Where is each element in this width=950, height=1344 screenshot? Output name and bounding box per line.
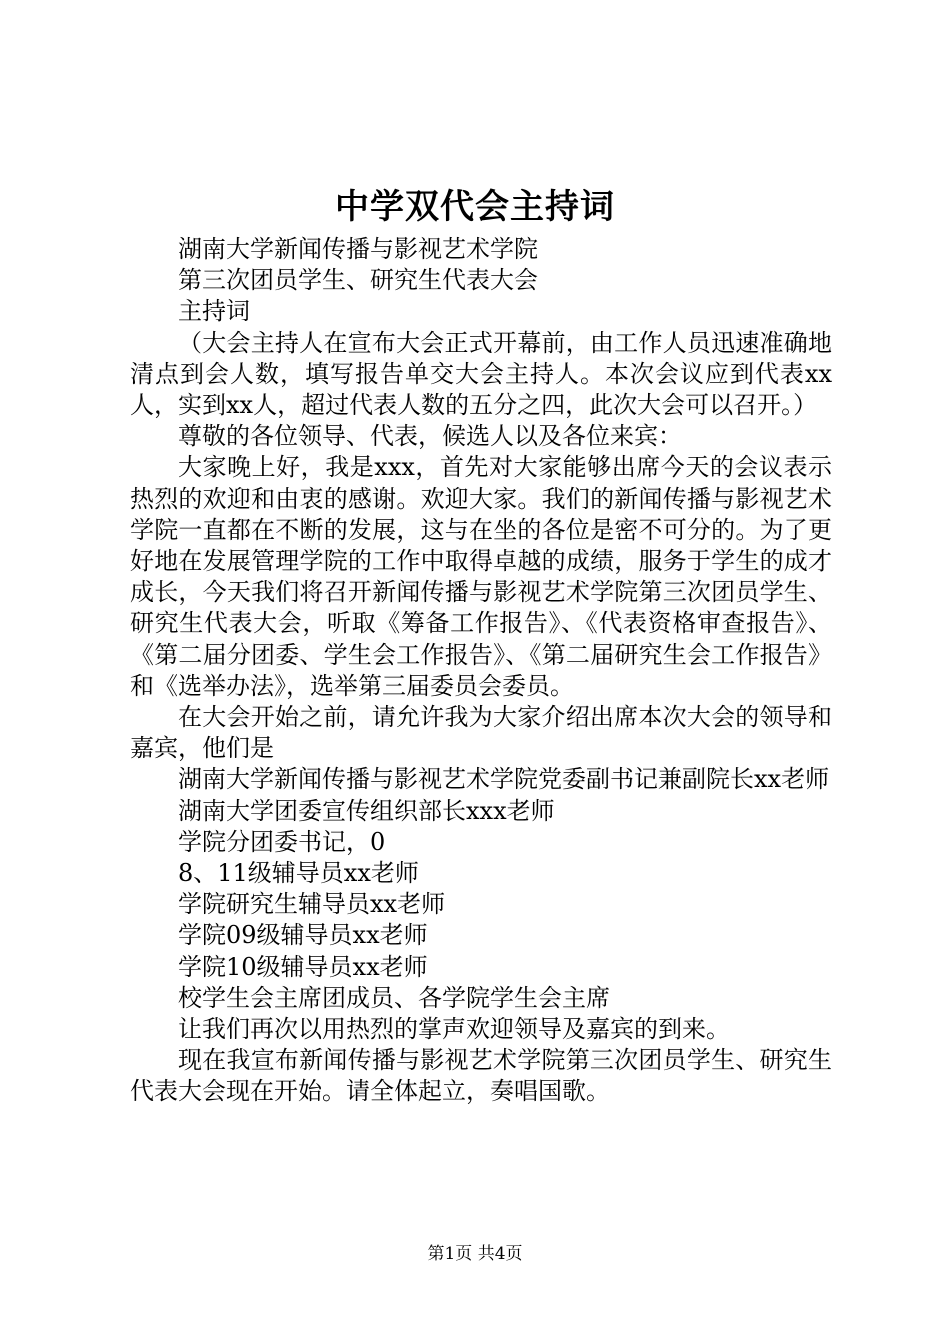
paragraph-salutation: 尊敬的各位领导、代表，候选人以及各位来宾：: [178, 422, 682, 451]
guest-list-item: 校学生会主席团成员、各学院学生会主席: [178, 983, 610, 1012]
guest-list-item: 学院分团委书记，0: [178, 827, 386, 856]
paragraph-introduce-guests: 在大会开始之前，请允许我为大家介绍出席本次大会的领导和嘉宾，他们是: [130, 703, 832, 763]
guest-list-item: 学院09级辅导员xx老师: [178, 921, 428, 950]
paragraph-school-name: 湖南大学新闻传播与影视艺术学院: [178, 235, 538, 263]
paragraph-applause: 让我们再次以用热烈的掌声欢迎领导及嘉宾的到来。: [178, 1015, 730, 1044]
document-body: [130, 234, 832, 1108]
paragraph-welcome: 大家晚上好，我是xxx，首先对大家能够出席今天的会议表示热烈的欢迎和由衷的感谢。欢迎大家。我们的新闻传播与影视艺术学院一直都在不断的发展，这与在坐的各位是密不可分的。为了更好地在发展管理学院的工作中取得卓越的成绩，服务于学生的成才成长，今天我们将召开新闻传播与影视艺术学院第三次团员学生、研究生代表大会，听取《筹备工作报告》、《代表资格审查报告》、《第二届分团委、学生会工作报告》、《第二届研究生会工作报告》和《选举办法》，选举第三届委员会委员。: [130, 453, 832, 700]
document-title: 中学双代会主持词: [335, 187, 615, 227]
guest-list-item: 湖南大学团委宣传组织部长xxx老师: [178, 796, 555, 825]
guest-list-item: 8、11级辅导员xx老师: [178, 859, 419, 888]
paragraph-congress-name: 第三次团员学生、研究生代表大会: [178, 266, 538, 295]
paragraph-opening-declaration: 现在我宣布新闻传播与影视艺术学院第三次团员学生、研究生代表大会现在开始。请全体起立，奏唱国歌。: [130, 1046, 832, 1106]
page-footer: 第1页 共4页: [427, 1244, 523, 1264]
guest-list-item: 湖南大学新闻传播与影视艺术学院党委副书记兼副院长xx老师: [178, 765, 830, 794]
guest-list-item: 学院研究生辅导员xx老师: [178, 890, 446, 919]
guest-list-item: 学院10级辅导员xx老师: [178, 952, 428, 981]
paragraph-host-script-label: 主持词: [178, 297, 250, 326]
paragraph-attendance-note: （大会主持人在宣布大会正式开幕前，由工作人员迅速准确地清点到会人数，填写报告单交大会主持人。本次会议应到代表xx人，实到xx人，超过代表人数的五分之四，此次大会可以召开。）: [130, 328, 832, 420]
